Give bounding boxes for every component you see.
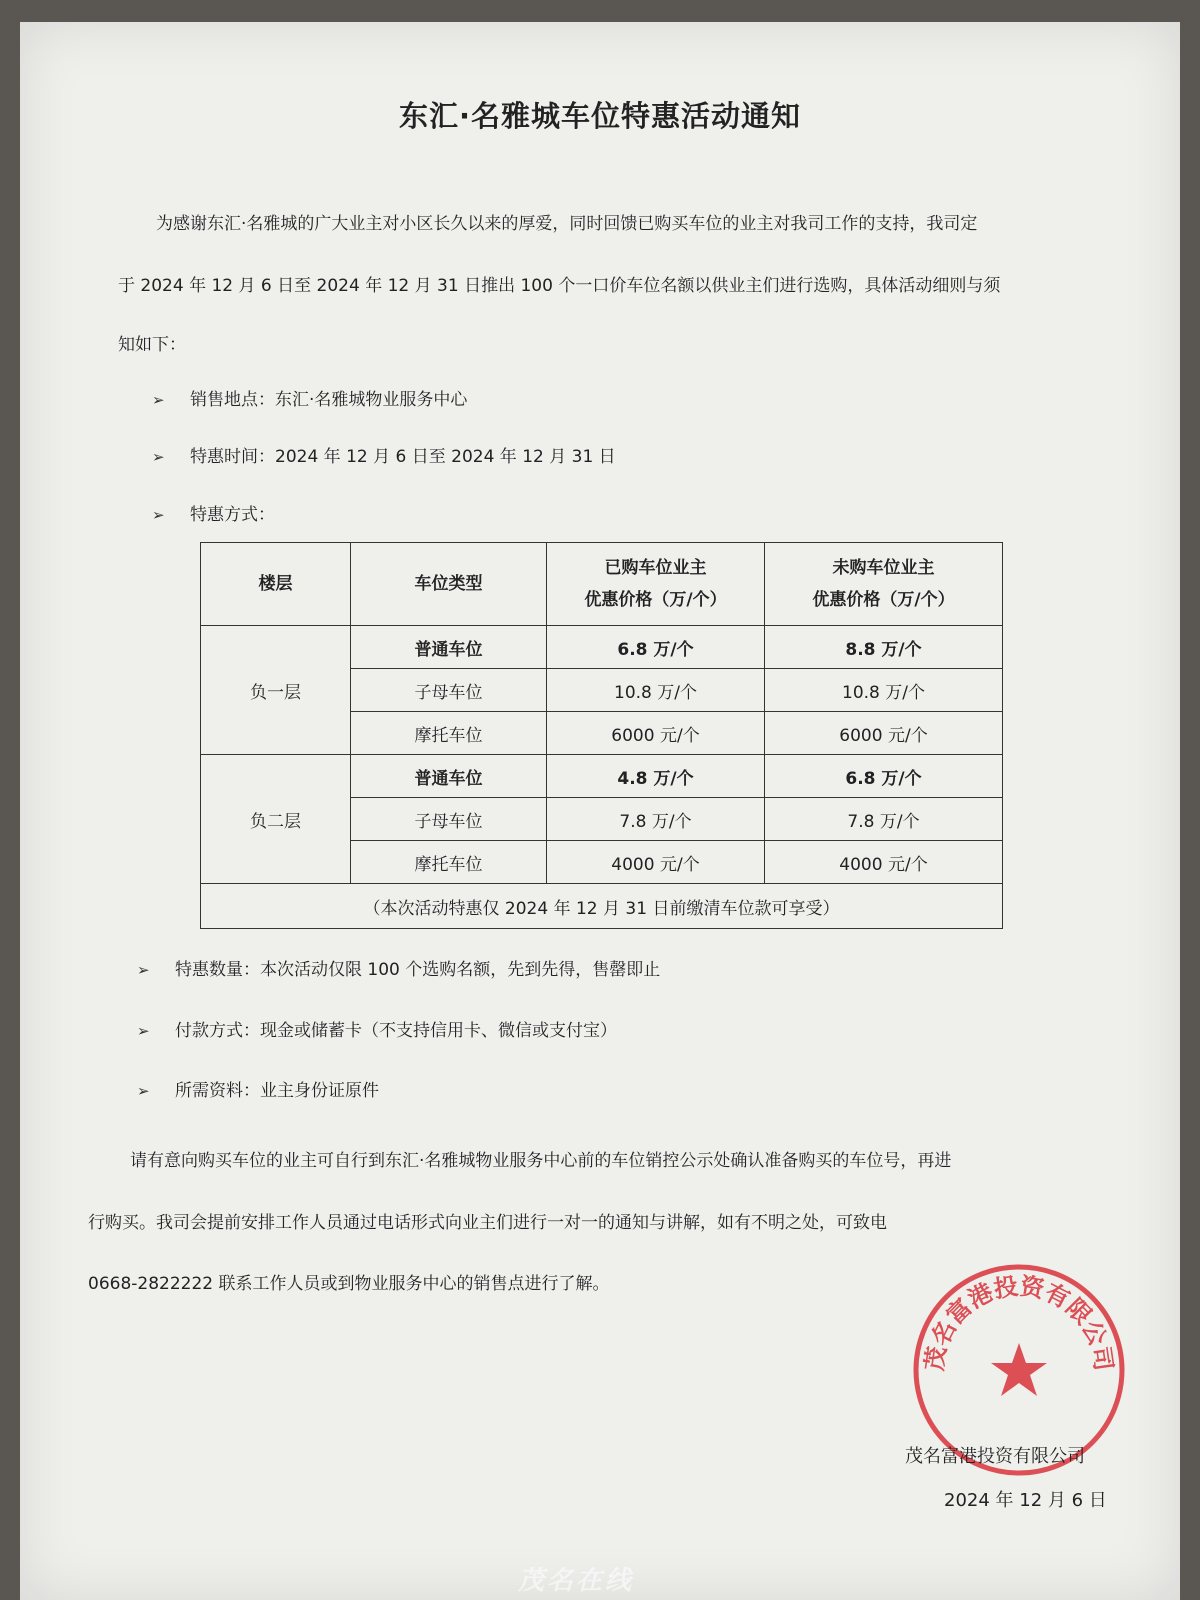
bullet-sales-location [152,390,467,410]
bullet-label: 所需资料： [175,1081,260,1101]
notice-date: 2024 年 12 月 6 日 [944,1490,1107,1511]
header-owned-price [547,543,765,626]
svg-text:茂名富港投资有限公司: 茂名富港投资有限公司 [920,1272,1118,1373]
table-row [201,755,1003,798]
type-cell: 摩托车位 [351,841,547,884]
header-not-owned-line1: 未购车位业主 [832,558,935,578]
not-owned-price-cell: 7.8 万/个 [765,798,1003,841]
owned-price-cell: 7.8 万/个 [547,798,765,841]
bullet-value: 东汇·名雅城物业服务中心 [275,390,468,410]
type-cell: 摩托车位 [351,712,547,755]
owned-price-cell: 10.8 万/个 [547,669,765,712]
table-header-row [201,543,1003,626]
arrow-bullet-icon: ➢ [137,1082,150,1100]
bullet-required-docs [137,1081,379,1101]
site-watermark: 茂名在线 [518,1566,635,1596]
closing-line-2: 行购买。我司会提前安排工作人员通过电话形式向业主们进行一对一的通知与讲解，如有不明之处，可致电 [88,1213,887,1233]
not-owned-price-cell: 6000 元/个 [765,712,1003,755]
bullet-payment-method [137,1021,617,1041]
arrow-bullet-icon: ➢ [137,1022,150,1040]
table-row [201,626,1003,669]
pricing-table [200,542,1003,929]
arrow-bullet-icon: ➢ [152,506,165,524]
bullet-label: 特惠数量： [175,960,260,980]
bullet-label: 特惠方式： [190,505,275,525]
not-owned-price-cell: 4000 元/个 [765,841,1003,884]
bullet-label: 付款方式： [175,1021,260,1041]
type-cell: 子母车位 [351,798,547,841]
bullet-promo-period [152,447,616,467]
intro-line-3: 知如下： [118,335,186,355]
owned-price-cell: 6000 元/个 [547,712,765,755]
bullet-value: 现金或储蓄卡（不支持信用卡、微信或支付宝） [260,1021,617,1041]
type-cell: 普通车位 [351,626,547,669]
not-owned-price-cell: 10.8 万/个 [765,669,1003,712]
table-footer-row [201,884,1003,929]
header-not-owned-price [765,543,1003,626]
table-footer-note: （本次活动特惠仅 2024 年 12 月 31 日前缴清车位款可享受） [201,884,1003,929]
bullet-value: 2024 年 12 月 6 日至 2024 年 12 月 31 日 [275,447,616,467]
not-owned-price-cell: 6.8 万/个 [765,755,1003,798]
header-type: 车位类型 [351,543,547,626]
owned-price-cell: 6.8 万/个 [547,626,765,669]
bullet-promo-quantity [137,960,660,980]
bullet-value: 业主身份证原件 [260,1081,379,1101]
owned-price-cell: 4.8 万/个 [547,755,765,798]
intro-line-1: 为感谢东汇·名雅城的广大业主对小区长久以来的厚爱，同时回馈已购买车位的业主对我司工作的支持，我司定 [156,214,978,234]
bullet-value: 本次活动仅限 100 个选购名额，先到先得，售罄即止 [260,960,661,980]
type-cell: 子母车位 [351,669,547,712]
bullet-label: 特惠时间： [190,447,275,467]
header-owned-line2: 优惠价格（万/个） [584,590,727,610]
closing-line-3: 0668-2822222 联系工作人员或到物业服务中心的销售点进行了解。 [88,1274,610,1294]
type-cell: 普通车位 [351,755,547,798]
floor-cell: 负一层 [201,626,351,755]
not-owned-price-cell: 8.8 万/个 [765,626,1003,669]
header-not-owned-line2: 优惠价格（万/个） [812,590,955,610]
floor-cell: 负二层 [201,755,351,884]
bullet-promo-method [152,505,275,525]
notice-title: 东汇·名雅城车位特惠活动通知 [398,99,802,133]
header-owned-line1: 已购车位业主 [604,558,707,578]
arrow-bullet-icon: ➢ [152,391,165,409]
owned-price-cell: 4000 元/个 [547,841,765,884]
bullet-label: 销售地点： [190,390,275,410]
closing-line-1: 请有意向购买车位的业主可自行到东汇·名雅城物业服务中心前的车位销控公示处确认准备购买的车位号，再进 [130,1151,952,1171]
intro-line-2: 于 2024 年 12 月 6 日至 2024 年 12 月 31 日推出 100 个一口价车位名额以供业主们进行选购，具体活动细则与须 [118,276,1001,296]
header-floor: 楼层 [201,543,351,626]
arrow-bullet-icon: ➢ [137,961,150,979]
company-signature: 茂名富港投资有限公司 [905,1446,1085,1467]
arrow-bullet-icon: ➢ [152,448,165,466]
